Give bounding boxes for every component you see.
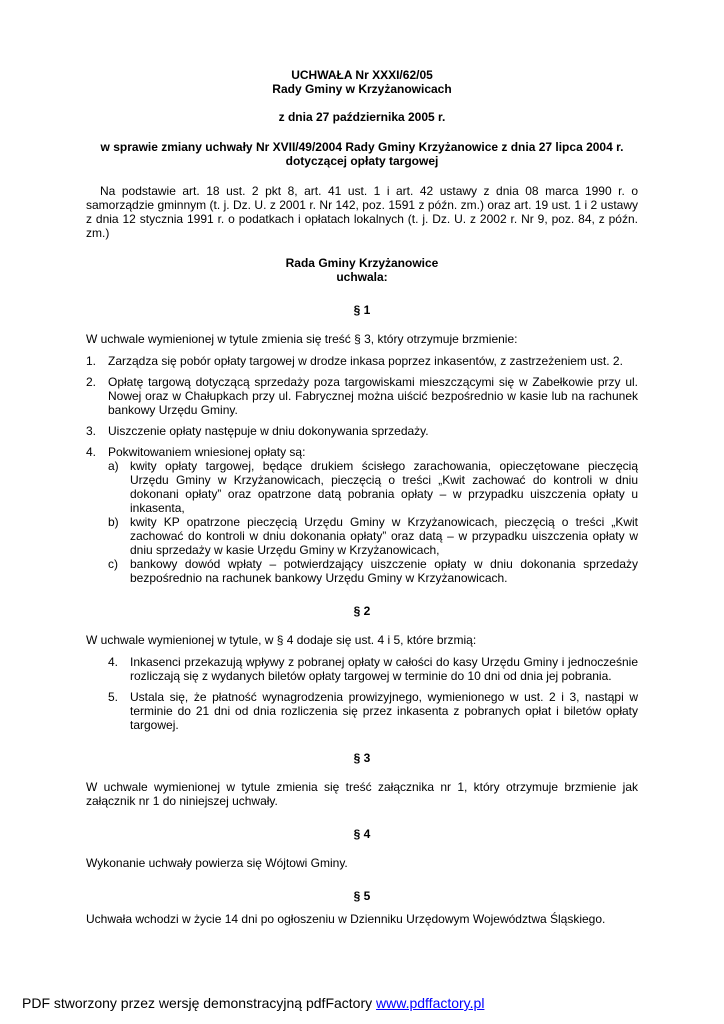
list-item-text: Ustala się, że płatność wynagrodzenia prowizyjnego, wymienionego w ust. 2 i 3, nastąpi w terminie do 21 dni od dnia rozliczenia się przez inkasenta z pobranych opłat i biletów opłaty targowej. xyxy=(130,690,638,732)
sub-list-item xyxy=(108,459,638,515)
resolution-subject-line2: dotyczącej opłaty targowej xyxy=(285,154,439,168)
footer-text: PDF stworzony przez wersję demonstracyjną pdfFactory xyxy=(22,995,377,1011)
list-item xyxy=(86,424,638,438)
list-item xyxy=(108,655,638,683)
sub-list-text: kwity KP opatrzone pieczęcią Urzędu Gminy w Krzyżanowicach, pieczęcią o treści „Kwit zachować do kontroli w dniu dokonania opłaty” oraz datą – w przypadku uiszczenia opłaty w dniu sprzedaży w kasie Urzędu Gminy w Krzyżanowicach, xyxy=(130,515,638,557)
section-1-list xyxy=(86,354,638,585)
list-item-number: 4. xyxy=(108,655,119,669)
resolution-body: Rady Gminy w Krzyżanowicach xyxy=(272,82,452,96)
list-item-number: 2. xyxy=(86,375,97,389)
list-item xyxy=(108,690,638,732)
resolution-date: z dnia 27 października 2005 r. xyxy=(278,110,446,124)
section-1-intro: W uchwale wymienionej w tytule zmienia się treść § 3, który otrzymuje brzmienie: xyxy=(86,332,518,346)
section-2-heading: § 2 xyxy=(353,604,371,618)
list-item-number: 3. xyxy=(86,424,97,438)
section-5-heading: § 5 xyxy=(353,889,371,903)
sub-list-letter: b) xyxy=(108,515,119,529)
sub-list-letter: a) xyxy=(108,459,119,473)
preamble: Na podstawie art. 18 ust. 2 pkt 8, art. 41 ust. 1 i art. 42 ustawy z dnia 08 marca 1990 r. o samorządzie gminnym (t. j. Dz. U. z 2001 r. Nr 142, poz. 1591 z późn. zm.) oraz art. 19 ust. 1 i 2 ustawy z dnia 12 stycznia 1991 r. o podatkach i opłatach lokalnych (t. j. Dz. U. z 2002 r. Nr 9, poz. 84, z późn. zm.) xyxy=(86,184,638,240)
sub-list-letter: c) xyxy=(108,557,118,571)
council-name: Rada Gminy Krzyżanowice xyxy=(285,256,439,270)
sub-list-text: kwity opłaty targowej, będące drukiem ścisłego zarachowania, opieczętowane pieczęcią Urzędu Gminy w Krzyżanowicach, pieczęcią o treści „Kwit zachować do kontroli w dniu dokonani opłaty” oraz opatrzone datą pobrania opłaty – w przypadku uiszczenia opłaty u inkasenta, xyxy=(130,459,638,515)
list-item-number: 5. xyxy=(108,690,119,704)
sub-list-item xyxy=(108,557,638,585)
list-item xyxy=(86,445,638,459)
section-5-text: Uchwała wchodzi w życie 14 dni po ogłoszeniu w Dzienniku Urzędowym Województwa Śląskiego. xyxy=(86,912,606,926)
section-4-heading: § 4 xyxy=(353,827,371,841)
section-1-heading: § 1 xyxy=(353,303,371,317)
list-item-text: Opłatę targową dotyczącą sprzedaży poza targowiskami mieszczącymi się w Zabełkowie przy ul. Nowej oraz w Chałupkach przy ul. Fabrycznej można uiścić bezpośrednio w kasie lub na rachunek bankowy Urzędu Gminy. xyxy=(108,375,638,417)
sub-list-item xyxy=(108,515,638,557)
list-item xyxy=(86,375,638,417)
list-item-text: Zarządza się pobór opłaty targowej w drodze inkasa poprzez inkasentów, z zastrzeżeniem ust. 2. xyxy=(108,354,623,368)
sub-list-text: bankowy dowód wpłaty – potwierdzający uiszczenie opłaty w dniu dokonania sprzedaży bezpośrednio na rachunek bankowy Urzędu Gminy w Krzyżanowicach. xyxy=(130,557,638,585)
list-item-text: Inkasenci przekazują wpływy z pobranej opłaty w całości do kasy Urzędu Gminy i jednocześnie rozliczają się z wydanych biletów opłaty targowej w terminie do 10 dni od dnia jej pobrania. xyxy=(130,655,638,683)
section-4-text: Wykonanie uchwały powierza się Wójtowi Gminy. xyxy=(86,856,348,870)
list-item-number: 1. xyxy=(86,354,97,368)
section-2-intro: W uchwale wymienionej w tytule, w § 4 dodaje się ust. 4 i 5, które brzmią: xyxy=(86,633,477,647)
document-page xyxy=(86,68,638,926)
resolves-label: uchwala: xyxy=(336,270,388,284)
pdffactory-link[interactable]: www.pdffactory.pl xyxy=(376,995,485,1011)
section-2-list xyxy=(86,655,638,732)
sub-list xyxy=(86,459,638,585)
section-3-heading: § 3 xyxy=(353,751,371,765)
list-item-number: 4. xyxy=(86,445,97,459)
list-item xyxy=(86,354,638,368)
pdf-factory-footer xyxy=(22,994,484,1012)
list-item-text: Pokwitowaniem wniesionej opłaty są: xyxy=(108,445,306,459)
resolution-subject-line1: w sprawie zmiany uchwały Nr XVII/49/2004 Rady Gminy Krzyżanowice z dnia 27 lipca 2004 r. xyxy=(100,140,624,154)
resolution-title: UCHWAŁA Nr XXXI/62/05 xyxy=(291,68,433,82)
section-3-text: W uchwale wymienionej w tytule zmienia się treść załącznika nr 1, który otrzymuje brzmienie jak załącznik nr 1 do niniejszej uchwały. xyxy=(86,780,638,808)
list-item-text: Uiszczenie opłaty następuje w dniu dokonywania sprzedaży. xyxy=(108,424,429,438)
